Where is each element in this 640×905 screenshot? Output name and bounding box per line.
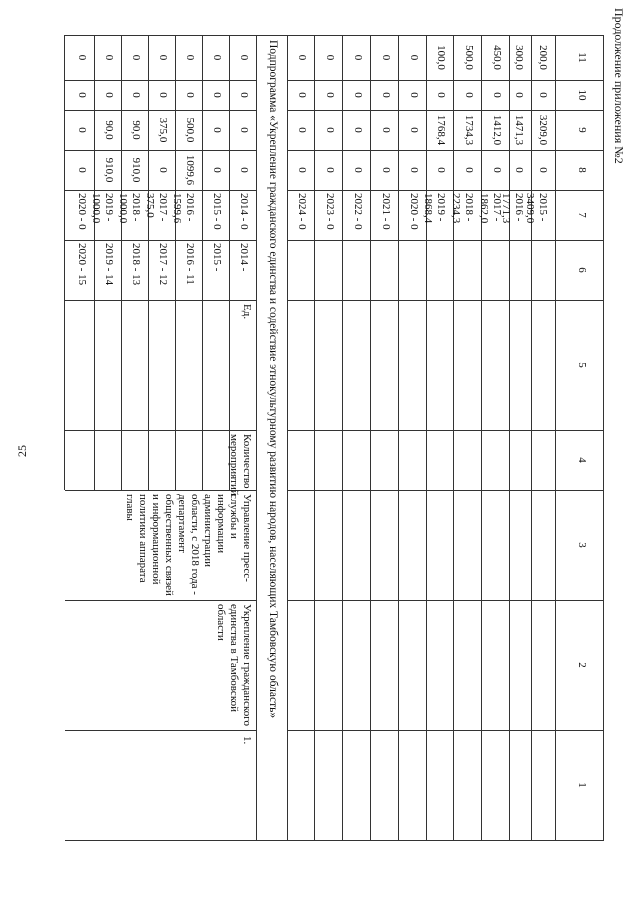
column-header: 10 xyxy=(576,89,588,101)
table-cell: 0 xyxy=(76,92,88,98)
table-cell: 0 xyxy=(296,127,308,133)
table-cell: 2018 - 1000,0 xyxy=(117,193,142,224)
row-line xyxy=(603,35,604,840)
table-cell: 0 xyxy=(537,92,549,98)
table-cell: 0 xyxy=(352,167,364,173)
row-line xyxy=(555,35,556,840)
column-header: 1 xyxy=(576,782,588,788)
table-cell: 90,0 xyxy=(130,120,142,140)
table-cell: 0 xyxy=(130,54,142,61)
table-cell: 0 xyxy=(352,127,364,133)
table-cell: 2018 - 2234,3 xyxy=(450,193,475,224)
row-line xyxy=(94,300,95,490)
row-line xyxy=(426,35,427,840)
table-cell: 0 xyxy=(296,92,308,98)
table-cell: 0 xyxy=(408,167,420,173)
column-header: 4 xyxy=(576,457,588,463)
table-cell: 2015 - 0 xyxy=(211,193,223,230)
table-cell: 0 xyxy=(380,54,392,61)
table-cell: 2016 - 1599,6 xyxy=(171,193,196,224)
table-cell: 910,0 xyxy=(130,157,142,183)
table-cell: 500,0 xyxy=(184,117,196,143)
column-line xyxy=(288,430,604,431)
table-cell: 0 xyxy=(211,167,223,173)
row-line xyxy=(148,300,149,490)
row-line xyxy=(121,300,122,490)
column-line xyxy=(65,300,257,301)
row-line xyxy=(531,35,532,840)
table-cell: 0 xyxy=(380,127,392,133)
table-cell: 0 xyxy=(352,54,364,61)
table-cell: 200,0 xyxy=(537,45,549,70)
table-cell: 0 xyxy=(408,92,420,98)
column-line xyxy=(288,730,604,731)
appendix-continuation: Продолжение приложения №2 xyxy=(612,8,626,164)
table-cell: 2017 - 375,0 xyxy=(144,193,169,222)
row-line xyxy=(202,300,203,490)
row-line xyxy=(121,35,122,300)
column-line xyxy=(288,490,604,491)
column-header: 2 xyxy=(576,662,588,668)
column-line xyxy=(65,430,257,431)
table-cell: 0 xyxy=(537,167,549,173)
table-cell: 0 xyxy=(157,54,169,61)
table-cell: 0 xyxy=(513,92,525,98)
row-line xyxy=(481,35,482,840)
column-header: 7 xyxy=(576,212,588,218)
column-header: 6 xyxy=(576,267,588,273)
row-line xyxy=(314,35,315,840)
table-cell: 1099,6 xyxy=(184,154,196,186)
table-cell: 2016 - 1771,3 xyxy=(500,193,525,224)
table-cell: 1734,3 xyxy=(463,114,475,146)
column-header: 8 xyxy=(576,167,588,173)
table-cell: 2022 - 0 xyxy=(352,193,364,230)
column-line xyxy=(288,300,604,301)
table-cell: 0 xyxy=(324,167,336,173)
table-cell: 0 xyxy=(324,92,336,98)
column-line xyxy=(65,240,257,241)
column-line xyxy=(65,35,257,36)
table-cell: 2019 - 14 xyxy=(103,243,115,286)
table-cell: 2015 - xyxy=(211,243,223,272)
page-number: 25 xyxy=(15,445,29,457)
table-cell: 2016 - 11 xyxy=(184,243,196,285)
table-cell: 0 xyxy=(408,127,420,133)
table-cell: 0 xyxy=(324,127,336,133)
subprogram-title: Подпрограмма «Укрепление гражданского единства и содействие этнокультурному развитию народов, населяющих Тамбовскую область» xyxy=(267,40,279,719)
column-line xyxy=(288,35,604,36)
row-line xyxy=(175,300,176,490)
table-cell: 0 xyxy=(103,92,115,98)
item-unit: Ед. xyxy=(241,304,253,320)
row-line xyxy=(229,35,230,300)
table-cell: 0 xyxy=(238,92,250,98)
table-cell: 1768,4 xyxy=(435,114,447,146)
row-line xyxy=(398,35,399,840)
column-line xyxy=(288,80,604,81)
column-header: 5 xyxy=(576,362,588,368)
row-line xyxy=(64,35,65,300)
table-cell: 0 xyxy=(184,54,196,61)
table-cell: 0 xyxy=(211,92,223,98)
table-cell: 0 xyxy=(211,54,223,61)
table-cell: 0 xyxy=(408,54,420,61)
table-cell: 300,0 xyxy=(513,45,525,70)
table-cell: 2014 - 0 xyxy=(238,193,250,230)
table-cell: 100,0 xyxy=(435,45,447,70)
table-cell: 0 xyxy=(435,167,447,173)
row-line xyxy=(202,35,203,300)
column-line xyxy=(288,110,604,111)
column-line xyxy=(288,240,604,241)
row-line xyxy=(509,35,510,840)
table-cell: 0 xyxy=(491,167,503,173)
table-cell: 0 xyxy=(103,54,115,61)
row-line xyxy=(64,300,65,490)
table-cell: 0 xyxy=(513,167,525,173)
column-line xyxy=(257,840,288,841)
table-cell: 0 xyxy=(76,167,88,173)
table-cell: 0 xyxy=(184,92,196,98)
table-cell: 2020 - 0 xyxy=(76,193,88,230)
row-line xyxy=(94,35,95,300)
table-cell: 0 xyxy=(157,167,169,173)
table-cell: 0 xyxy=(380,92,392,98)
table-cell: 0 xyxy=(491,92,503,98)
table-cell: 0 xyxy=(352,92,364,98)
table-cell: 0 xyxy=(296,167,308,173)
item-name: Укрепление гражданского единства в Тамбовской области xyxy=(215,604,253,726)
table-cell: 2023 - 0 xyxy=(324,193,336,230)
row-line xyxy=(342,35,343,840)
table-cell: 0 xyxy=(238,167,250,173)
table-cell: 2014 - xyxy=(238,243,250,272)
column-header: 11 xyxy=(576,52,588,63)
table-cell: 375,0 xyxy=(157,117,169,143)
table-cell: 2020 - 0 xyxy=(408,193,420,230)
table-cell: 90,0 xyxy=(103,120,115,140)
column-header: 9 xyxy=(576,127,588,133)
table-cell: 0 xyxy=(463,92,475,98)
row-line xyxy=(256,35,257,840)
row-line xyxy=(148,35,149,300)
table-cell: 2015 - 3409,0 xyxy=(524,193,549,224)
table-cell: 0 xyxy=(76,127,88,133)
table-cell: 0 xyxy=(76,54,88,61)
item-executor: Управление пресс-службы и информации администрации области, с 2018 года - департамент общественных связей и информационной политики аппарата главы xyxy=(124,494,253,596)
table-cell: 0 xyxy=(380,167,392,173)
table-cell: 0 xyxy=(324,54,336,61)
column-line xyxy=(65,840,257,841)
row-line xyxy=(370,35,371,840)
column-line xyxy=(65,110,257,111)
column-line xyxy=(65,150,257,151)
table-cell: 2024 - 0 xyxy=(296,193,308,230)
table-cell: 0 xyxy=(435,92,447,98)
table-cell: 500,0 xyxy=(463,45,475,70)
row-line xyxy=(175,35,176,300)
table-cell: 0 xyxy=(238,127,250,133)
table-cell: 0 xyxy=(463,167,475,173)
column-line xyxy=(65,600,257,601)
row-line xyxy=(287,35,288,840)
table-cell: 0 xyxy=(211,127,223,133)
column-line xyxy=(288,840,604,841)
column-line xyxy=(65,730,257,731)
table-cell: 2019 - 1000,0 xyxy=(90,193,115,224)
column-header: 3 xyxy=(576,542,588,548)
table-cell: 450,0 xyxy=(491,45,503,70)
table-cell: 2019 - 1868,4 xyxy=(422,193,447,224)
column-line xyxy=(257,35,288,36)
table-cell: 2021 - 0 xyxy=(380,193,392,230)
table-cell: 1471,3 xyxy=(513,114,525,146)
table-cell: 0 xyxy=(238,54,250,61)
item-number: 1. xyxy=(241,736,253,745)
table-cell: 0 xyxy=(157,92,169,98)
row-line xyxy=(453,35,454,840)
column-line xyxy=(288,600,604,601)
table-cell: 2020 - 15 xyxy=(76,243,88,286)
table-cell: 2018 - 13 xyxy=(130,243,142,286)
table-cell: 910,0 xyxy=(103,157,115,183)
table-cell: 0 xyxy=(296,54,308,61)
table-cell: 0 xyxy=(130,92,142,98)
column-line xyxy=(288,190,604,191)
item-indicator: Количество мероприятий xyxy=(228,434,253,496)
table-cell: 3209,0 xyxy=(537,114,549,146)
column-line xyxy=(65,190,257,191)
table-cell: 1412,0 xyxy=(491,114,503,146)
table-cell: 2017 - 12 xyxy=(157,243,169,286)
column-line xyxy=(288,150,604,151)
table-cell: 2017 - 1862,0 xyxy=(478,193,503,224)
column-line xyxy=(65,80,257,81)
